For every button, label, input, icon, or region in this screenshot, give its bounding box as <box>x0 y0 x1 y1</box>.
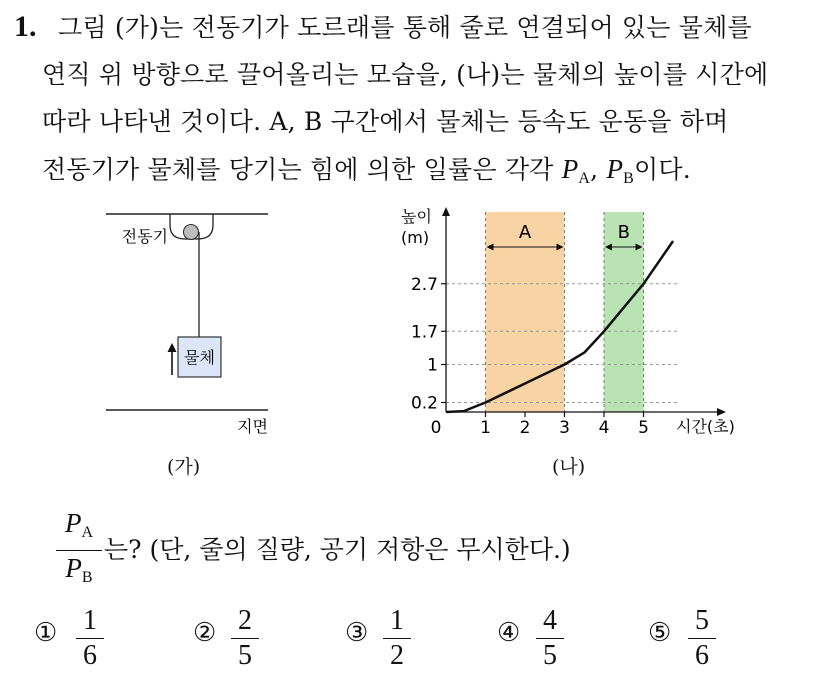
region-a-label: A <box>518 222 532 243</box>
choice-5-denominator: 6 <box>695 640 709 671</box>
choice-1-numerator: 1 <box>83 605 97 636</box>
pulley-icon <box>184 225 199 240</box>
x-tick-label-5: 5 <box>638 418 649 438</box>
prompt-num-symbol: P <box>64 508 82 538</box>
question-line-4-sep: , <box>590 155 607 184</box>
prompt-den-symbol: P <box>65 553 82 583</box>
choice-2-numerator: 2 <box>238 605 252 636</box>
prompt-den-subscript: B <box>81 569 93 586</box>
choice-1-bar <box>76 638 104 639</box>
choice-5-numerator: 5 <box>695 605 709 636</box>
prompt-num-subscript: A <box>81 524 94 541</box>
power-symbol-b: P <box>606 154 624 184</box>
choice-2-fraction[interactable] <box>231 606 259 671</box>
choice-3-bar <box>383 638 411 639</box>
choice-4-fraction[interactable] <box>536 606 564 671</box>
choice-2-bar <box>231 638 259 639</box>
choice-3-mark[interactable]: ③ <box>345 618 369 648</box>
y-tick-label-2: 1.7 <box>410 322 438 343</box>
choice-4-numerator: 4 <box>543 605 557 636</box>
question-line-4-end: 이다. <box>634 155 691 184</box>
choice-3-numerator: 1 <box>390 605 404 636</box>
choice-4-denominator: 5 <box>543 640 557 671</box>
question-line-2: 연직 위 방향으로 끌어올리는 모습을, (나)는 물체의 높이를 시간에 <box>42 60 769 89</box>
y-axis-arrow-icon <box>442 207 450 216</box>
choice-5-bar <box>688 638 716 639</box>
y-axis-label-line2: (m) <box>401 228 430 247</box>
up-arrow-icon <box>168 343 177 352</box>
power-symbol-a: P <box>561 154 579 184</box>
power-subscript-a: A <box>578 170 591 187</box>
region-b-label: B <box>617 222 630 243</box>
x-tick-label-2: 2 <box>519 418 531 438</box>
x-axis-arrow-icon <box>717 408 726 416</box>
x-tick-label-1: 1 <box>480 418 491 438</box>
prompt-fraction <box>56 508 102 593</box>
question-number: 1. <box>14 10 37 43</box>
question-line-1: 그림 (가)는 전동기가 도르래를 통해 줄로 연결되어 있는 물체를 <box>58 13 752 42</box>
y-axis-label-line1: 높이 <box>401 207 432 226</box>
caption-na: (나) <box>552 456 586 478</box>
choice-3-denominator: 2 <box>390 640 404 671</box>
motor-label: 전동기 <box>121 227 168 246</box>
question-line-4-text: 전동기가 물체를 당기는 힘에 의한 일률은 각각 <box>42 155 562 184</box>
choice-2-mark[interactable]: ② <box>193 618 217 648</box>
choice-4-mark[interactable]: ④ <box>497 618 521 648</box>
choice-5-fraction[interactable] <box>688 606 716 671</box>
x-tick-label-0: 0 <box>430 418 442 438</box>
choice-1-fraction[interactable] <box>76 606 104 671</box>
y-tick-label-0: 0.2 <box>410 393 438 414</box>
y-tick-label-3: 2.7 <box>410 274 438 295</box>
choice-1-denominator: 6 <box>83 640 97 671</box>
question-line-4 <box>42 151 691 197</box>
choice-3-fraction[interactable] <box>383 606 411 671</box>
figure-na-chart <box>398 200 748 445</box>
x-tick-label-4: 4 <box>598 418 610 438</box>
object-label: 물체 <box>184 348 215 367</box>
x-tick-label-3: 3 <box>559 418 570 438</box>
figure-ga <box>100 205 300 445</box>
ground-label: 지면 <box>237 417 268 436</box>
power-subscript-b: B <box>623 170 635 187</box>
prompt-numerator <box>56 508 102 548</box>
prompt-text: 는? (단, 줄의 질량, 공기 저항은 무시한다.) <box>104 535 571 564</box>
choice-5-mark[interactable]: ⑤ <box>648 618 672 648</box>
y-tick-label-1: 1 <box>427 355 438 376</box>
choice-4-bar <box>536 638 564 639</box>
prompt-fraction-bar <box>56 550 102 551</box>
choice-2-denominator: 5 <box>238 640 252 671</box>
choice-1-mark[interactable]: ① <box>34 618 58 648</box>
x-axis-label: 시간(초) <box>676 417 735 436</box>
prompt-denominator <box>56 553 102 593</box>
caption-ga: (가) <box>167 456 201 478</box>
question-line-3: 따라 나타낸 것이다. A, B 구간에서 물체는 등속도 운동을 하며 <box>42 107 729 136</box>
